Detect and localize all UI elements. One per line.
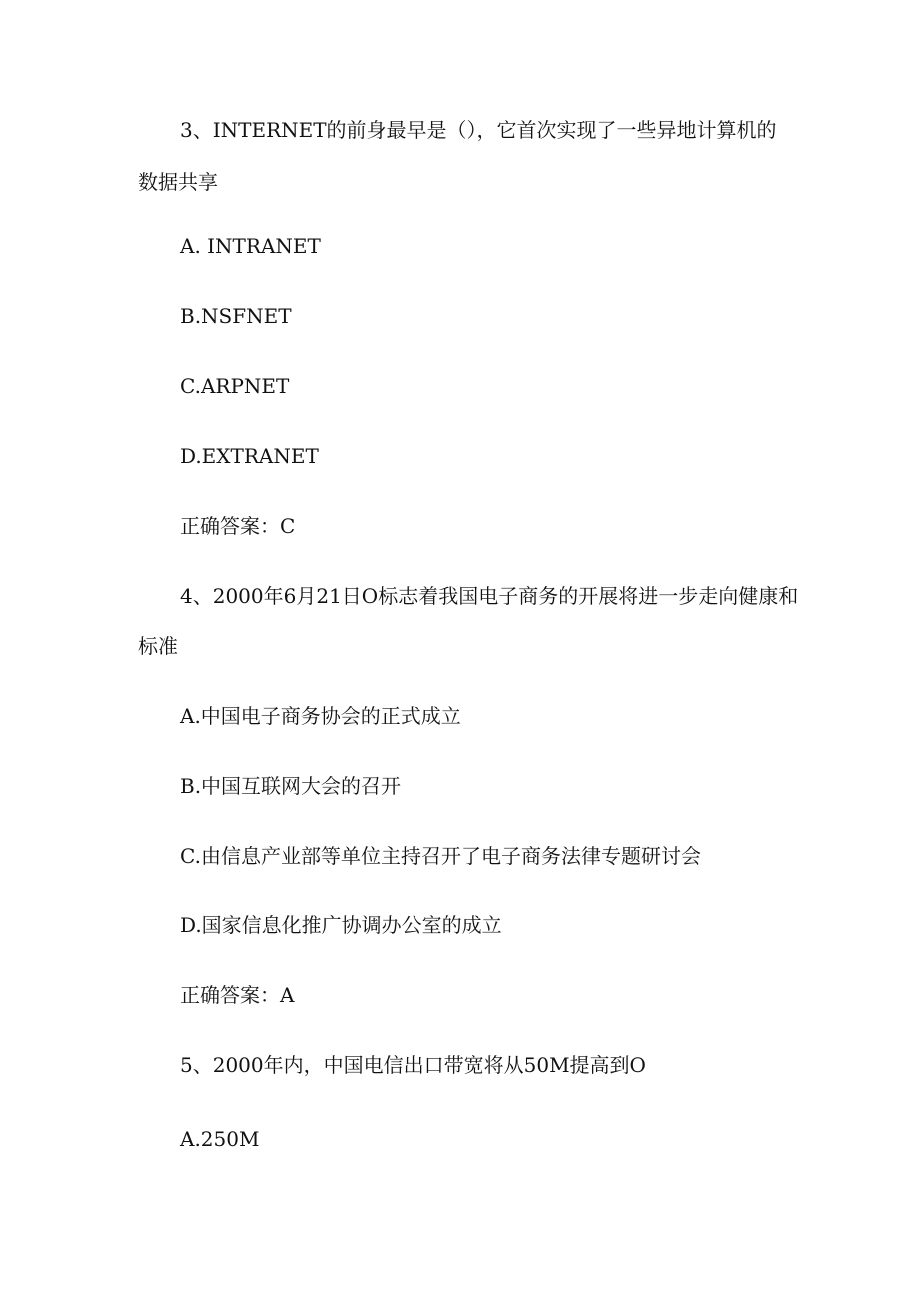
question-4-option-d: D.国家信息化推广协调办公室的成立 bbox=[180, 913, 502, 937]
question-3-option-d: D.EXTRANET bbox=[180, 444, 319, 468]
question-3-stem-line2: 数据共享 bbox=[138, 170, 218, 194]
question-4-option-c: C.由信息产业部等单位主持召开了电子商务法律专题研讨会 bbox=[180, 844, 701, 868]
question-3-option-c: C.ARPNET bbox=[180, 374, 290, 398]
question-3-option-b: B.NSFNET bbox=[180, 304, 292, 328]
question-3-stem-line1: 3、INTERNET的前身最早是（），它首次实现了一些异地计算机的 bbox=[180, 118, 777, 142]
question-5-option-a: A.250M bbox=[180, 1127, 260, 1151]
question-3-option-a: A. INTRANET bbox=[180, 234, 321, 258]
question-4-option-a: A.中国电子商务协会的正式成立 bbox=[180, 704, 461, 728]
question-4-stem-line2: 标准 bbox=[138, 634, 178, 658]
question-5-stem-line1: 5、2000年内，中国电信出口带宽将从50M提高到O bbox=[180, 1053, 646, 1077]
question-3-answer: 正确答案：C bbox=[180, 514, 296, 538]
question-4-stem-line1: 4、2000年6月21日O标志着我国电子商务的开展将进一步走向健康和 bbox=[180, 584, 799, 608]
question-4-answer: 正确答案：A bbox=[180, 983, 295, 1007]
question-4-option-b: B.中国互联网大会的召开 bbox=[180, 774, 402, 798]
